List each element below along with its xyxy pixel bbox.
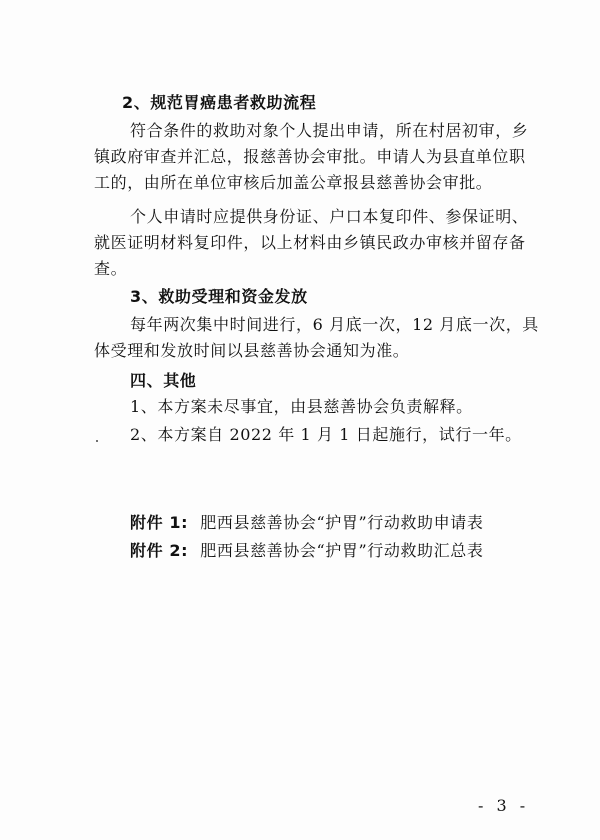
- page-number: - 3 -: [478, 796, 530, 815]
- section-2-heading: 2、规范胃癌患者救助流程: [122, 93, 317, 112]
- attachment-2: [130, 540, 483, 562]
- section-2-para1-line2: 镇政府审查并汇总，报慈善协会审批。申请人为县直单位职: [94, 147, 526, 166]
- section-3-para-line2: 体受理和发放时间以县慈善协会通知为准。: [94, 341, 410, 360]
- attachment-2-title: 肥西县慈善协会“护胃”行动救助汇总表: [200, 541, 484, 560]
- section-3-para-line1: 每年两次集中时间进行，6 月底一次，12 月底一次，具: [130, 315, 539, 334]
- attachment-1-label: 附件 1:: [130, 513, 189, 532]
- scan-speck: [96, 440, 98, 442]
- attachment-1-title: 肥西县慈善协会“护胃”行动救助申请表: [200, 513, 484, 532]
- section-4-item2: 2、本方案自 2022 年 1 月 1 日起施行，试行一年。: [130, 425, 522, 444]
- section-2-para2-line2: 就医证明材料复印件，以上材料由乡镇民政办审核并留存备: [94, 233, 526, 252]
- section-3-heading: 3、救助受理和资金发放: [130, 287, 308, 306]
- section-2-para2-line1: 个人申请时应提供身份证、户口本复印件、参保证明、: [130, 207, 529, 226]
- section-4-heading: 四、其他: [130, 371, 197, 390]
- section-2-para1-line3: 工的，由所在单位审核后加盖公章报县慈善协会审批。: [94, 173, 493, 192]
- section-2-para1-line1: 符合条件的救助对象个人提出申请，所在村居初审，乡: [130, 121, 529, 140]
- attachment-1: [130, 512, 483, 534]
- section-4-item1: 1、本方案未尽事宜，由县慈善协会负责解释。: [130, 397, 473, 416]
- attachment-2-label: 附件 2:: [130, 541, 189, 560]
- section-2-para2-line3: 查。: [94, 259, 128, 278]
